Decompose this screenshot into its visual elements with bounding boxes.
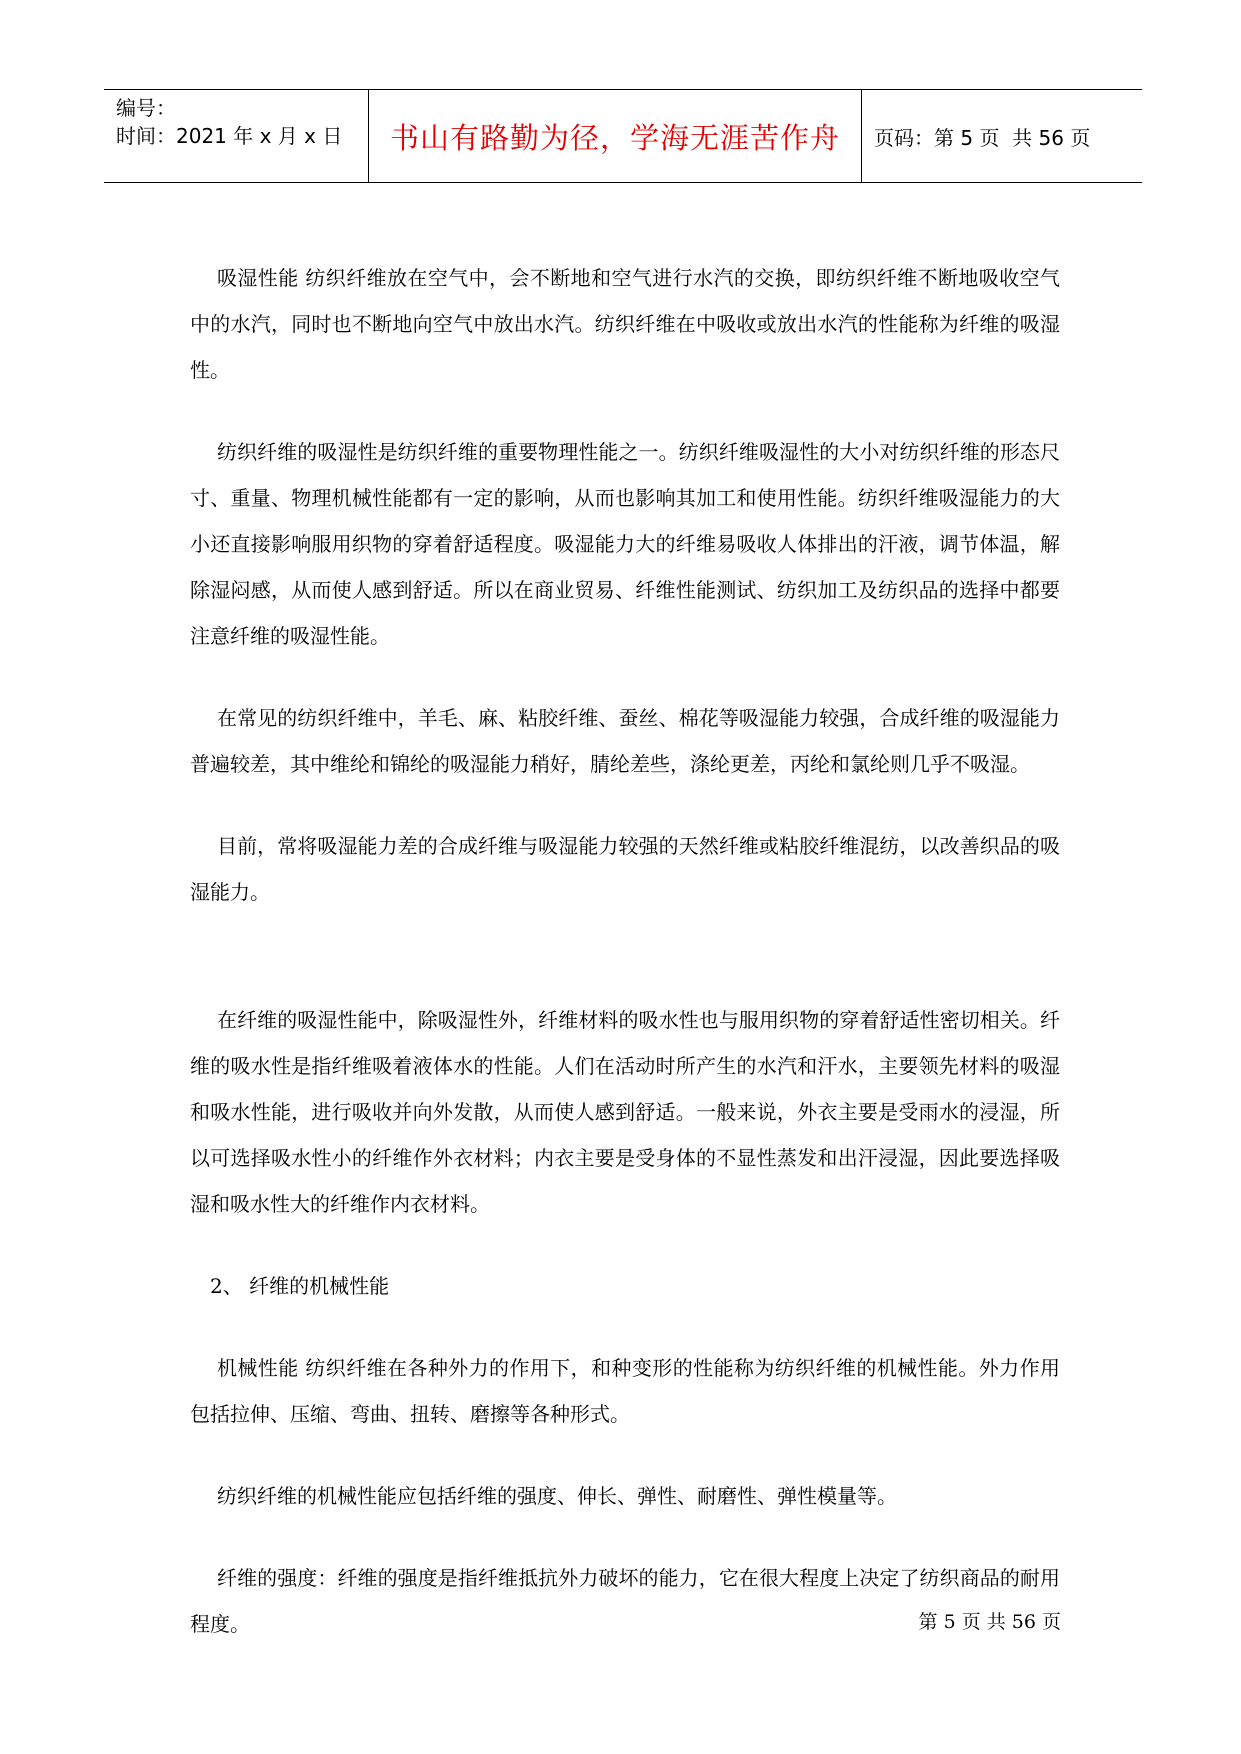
- header-left-cell: [104, 90, 369, 182]
- header-motto: 书山有路勤为径，学海无涯苦作舟: [369, 90, 862, 182]
- document-body: [190, 255, 1060, 1647]
- paragraph-mechanical-components: 纺织纤维的机械性能应包括纤维的强度、伸长、弹性、耐磨性、弹性模量等。: [217, 1484, 897, 1508]
- page-footer: 第 5 页 共 56 页: [918, 1611, 1061, 1633]
- document-number-label: 编号：: [116, 96, 176, 120]
- document-time-label: 时间：2021 年 x 月 x 日: [116, 124, 343, 148]
- header-page-info: [862, 90, 1142, 182]
- paragraph-hygroscopicity-importance: 纺织纤维的吸湿性是纺织纤维的重要物理性能之一。纺织纤维吸湿性的大小对纺织纤维的形态尺寸、重量、物理机械性能都有一定的影响，从而也影响其加工和使用性能。纺织纤维吸湿能力的大小还直接影响服用织物的穿着舒适程度。吸湿能力大的纤维易吸收人体排出的汗液，调节体温，解除湿闷感，从而使人感到舒适。所以在商业贸易、纤维性能测试、纺织加工及纺织品的选择中都要注意纤维的吸湿性能。: [190, 440, 1060, 648]
- paragraph-mechanical-definition: 机械性能 纺织纤维在各种外力的作用下，和种变形的性能称为纺织纤维的机械性能。外力作用包括拉伸、压缩、弯曲、扭转、磨擦等各种形式。: [190, 1356, 1060, 1426]
- paragraph-common-fibers: 在常见的纺织纤维中，羊毛、麻、粘胶纤维、蚕丝、棉花等吸湿能力较强，合成纤维的吸湿能力普遍较差，其中维纶和锦纶的吸湿能力稍好，腈纶差些，涤纶更差，丙纶和氯纶则几乎不吸湿。: [190, 706, 1060, 776]
- page-header: [104, 89, 1142, 183]
- paragraph-fiber-strength: 纤维的强度：纤维的强度是指纤维抵抗外力破坏的能力，它在很大程度上决定了纺织商品的耐用程度。: [190, 1566, 1060, 1636]
- paragraph-blending: 目前，常将吸湿能力差的合成纤维与吸湿能力较强的天然纤维或粘胶纤维混纺，以改善织品的吸湿能力。: [190, 834, 1060, 904]
- section-heading-mechanical-properties: 2、 纤维的机械性能: [210, 1274, 390, 1298]
- header-page-info-text: 页码：第 5 页 共 56 页: [874, 125, 1091, 150]
- paragraph-hygroscopicity-definition: 吸湿性能 纺织纤维放在空气中，会不断地和空气进行水汽的交换，即纺织纤维不断地吸收空气中的水汽，同时也不断地向空气中放出水汽。纺织纤维在中吸收或放出水汽的性能称为纤维的吸湿性。: [190, 266, 1060, 382]
- paragraph-water-absorption: 在纤维的吸湿性能中，除吸湿性外，纤维材料的吸水性也与服用织物的穿着舒适性密切相关。纤维的吸水性是指纤维吸着液体水的性能。人们在活动时所产生的水汽和汗水，主要领先材料的吸湿和吸水性能，进行吸收并向外发散，从而使人感到舒适。一般来说，外衣主要是受雨水的浸湿，所以可选择吸水性小的纤维作外衣材料；内衣主要是受身体的不显性蒸发和出汗浸湿，因此要选择吸湿和吸水性大的纤维作内衣材料。: [190, 1008, 1060, 1216]
